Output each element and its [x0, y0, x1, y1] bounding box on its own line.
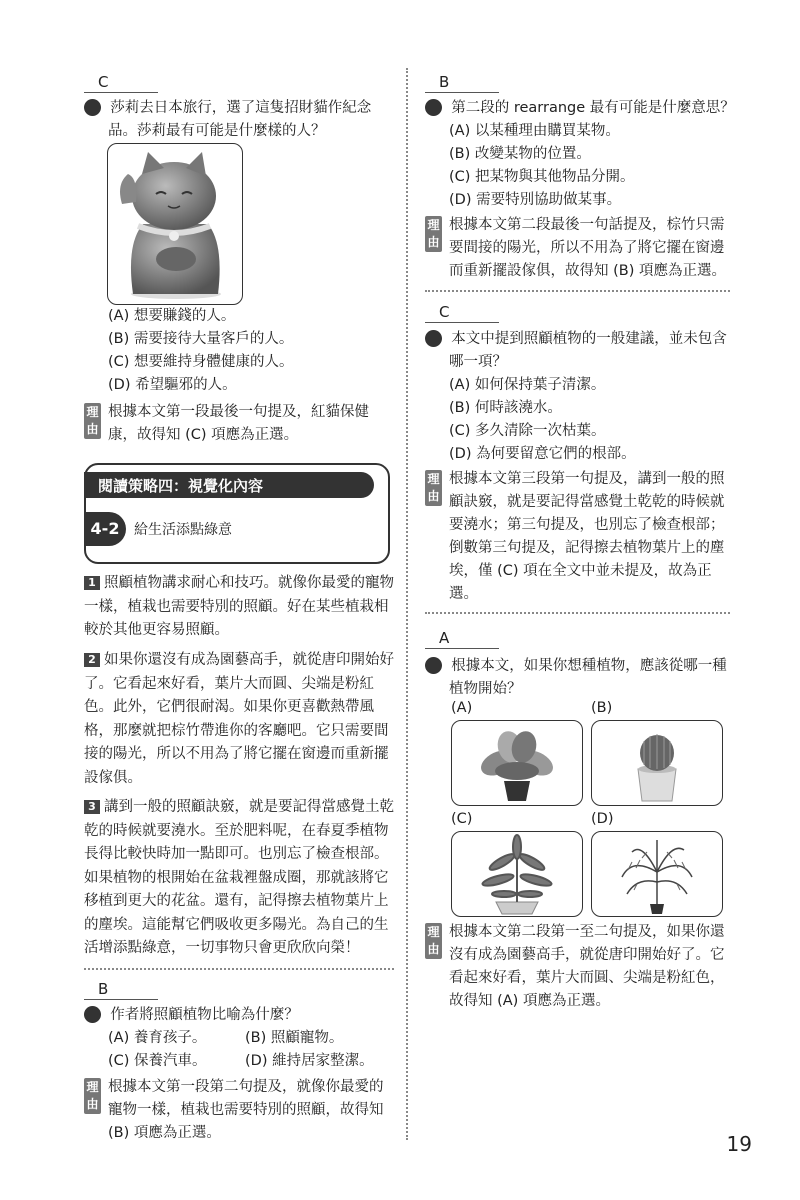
lucky-cat-photo — [107, 143, 243, 305]
reason-text: 根據本文第一段最後一句提及，紅貓保健康，故得知 (C) 項應為正選。 — [108, 404, 369, 443]
reason-block — [84, 1076, 394, 1145]
reason-badge: 理由 — [84, 1078, 101, 1114]
question-number-badge: 2 — [425, 99, 442, 116]
strategy-title-bar — [84, 472, 374, 498]
reason-block — [425, 468, 735, 606]
paragraph-number: 1 — [84, 576, 100, 590]
reason-block — [84, 401, 394, 447]
answer-label: B — [425, 72, 499, 93]
palm-plant-image — [592, 832, 722, 916]
paragraph-number: 2 — [84, 653, 100, 667]
succulent-image — [452, 721, 582, 805]
option-d: (D) 為何要留意它們的根部。 — [449, 446, 636, 462]
reason-text: 根據本文第二段第一至二句提及，如果你還沒有成為園藝高手，就從唐印開始好了。它看起來好看，葉片大而圓、尖端是粉紅色，故得知 (A) 項應為正選。 — [449, 924, 725, 1009]
leafy-plant-image — [452, 832, 582, 916]
lucky-cat-image — [108, 144, 242, 304]
column-divider — [406, 68, 408, 1140]
option-a: (A) 養育孩子。 — [108, 1030, 207, 1046]
page-number: 19 — [726, 1132, 752, 1156]
question-1 — [76, 1004, 394, 1027]
option-c: (C) 想要維持身體健康的人。 — [108, 354, 294, 370]
question-3-right — [417, 328, 735, 466]
option-d: (D) 希望驅邪的人。 — [108, 377, 237, 393]
reason-badge: 理由 — [425, 923, 442, 959]
question-stem: 本文中提到照顧植物的一般建議，並未包含哪一項？ — [449, 331, 727, 370]
reason-badge: 理由 — [425, 470, 442, 506]
dotted-separator — [425, 612, 730, 614]
question-4 — [417, 655, 735, 701]
paragraph-text: 如果你還沒有成為園藝高手，就從唐印開始好了。它看起來好看，葉片大而圓、尖端是粉紅色。此外，它們很耐渴。如果你更喜歡熱帶風格，那麼就把棕竹帶進你的客廳吧。它只需要間接的陽光，所以不用為了將它擺在窗邊而重新擺設傢俱。 — [84, 652, 394, 786]
answer-label: A — [425, 628, 499, 649]
question-stem: 根據本文，如果你想種植物，應該從哪一種植物開始？ — [449, 658, 727, 697]
plant-photo-c[interactable] — [451, 831, 583, 917]
choice-label-c: (C) — [451, 811, 473, 827]
dotted-separator — [84, 968, 394, 970]
paragraph-text: 照顧植物講求耐心和技巧。就像你最愛的寵物一樣，植栽也需要特別的照顧。好在某些植栽相較於其他更容易照顧。 — [84, 575, 394, 638]
question-stem: 作者將照顧植物比喻為什麼？ — [110, 1007, 299, 1023]
question-2 — [417, 97, 735, 212]
option-b: (B) 需要接待大量客戶的人。 — [108, 331, 294, 347]
option-b: (B) 改變某物的位置。 — [449, 146, 591, 162]
paragraph-2 — [84, 649, 394, 790]
reason-badge: 理由 — [425, 216, 442, 252]
plant-photo-b[interactable] — [591, 720, 723, 806]
paragraph-3 — [84, 796, 394, 961]
strategy-tag: 4-2 — [84, 512, 126, 546]
question-stem: 莎莉去日本旅行，選了這隻招財貓作紀念品。莎莉最有可能是什麼樣的人？ — [108, 100, 372, 139]
question-number-badge: 4 — [425, 657, 442, 674]
dotted-separator — [425, 290, 730, 292]
question-number-badge: 1 — [84, 1006, 101, 1023]
plant-photo-a[interactable] — [451, 720, 583, 806]
option-c: (C) 多久清除一次枯葉。 — [449, 423, 606, 439]
option-a: (A) 以某種理由購買某物。 — [449, 123, 620, 139]
question-3-left — [76, 97, 394, 143]
option-b: (B) 照顧寵物。 — [245, 1030, 344, 1046]
plant-photo-d[interactable] — [591, 831, 723, 917]
paragraph-text: 講到一般的照顧訣竅，就是要記得當感覺土乾乾的時候就要澆水。至於肥料呢，在春夏季植物長得比較快時加一點即可。也別忘了檢查根部。如果植物的根開始在盆栽裡盤成圈，那就該將它移植到更大的花盆。還有，記得擦去植物葉片上的塵埃。這能幫它們吸收更多陽光。為自己的生活增添點綠意，一切事物只會更欣欣向榮！ — [84, 799, 394, 956]
reason-text: 根據本文第一段第二句提及，就像你最愛的寵物一樣，植栽也需要特別的照顧，故得知 (B) 項應為正選。 — [108, 1079, 384, 1141]
strategy-title: 閱讀策略四：視覺化內容 — [98, 477, 264, 495]
option-a: (A) 想要賺錢的人。 — [108, 308, 236, 324]
question-3-left-options — [84, 305, 394, 397]
paragraph-1 — [84, 572, 394, 643]
choice-label-a: (A) — [451, 700, 473, 716]
question-stem: 第二段的 rearrange 最有可能是什麼意思？ — [451, 100, 735, 116]
cactus-image — [592, 721, 722, 805]
choice-label-d: (D) — [591, 811, 614, 827]
reason-block — [425, 214, 735, 283]
answer-label: B — [84, 979, 158, 1000]
option-a: (A) 如何保持葉子清潔。 — [449, 377, 606, 393]
option-b: (B) 何時該澆水。 — [449, 400, 562, 416]
answer-label: C — [425, 302, 499, 323]
question-number-badge: 3 — [84, 99, 101, 116]
reason-text: 根據本文第二段最後一句話提及，棕竹只需要間接的陽光，所以不用為了將它擺在窗邊而重新擺設傢俱，故得知 (B) 項應為正選。 — [449, 217, 726, 279]
strategy-subtitle: 給生活添點綠意 — [134, 522, 232, 538]
option-d: (D) 維持居家整潔。 — [245, 1053, 374, 1069]
option-d: (D) 需要特別協助做某事。 — [449, 192, 622, 208]
option-c: (C) 把某物與其他物品分開。 — [449, 169, 635, 185]
option-c: (C) 保養汽車。 — [108, 1053, 207, 1069]
paragraph-number: 3 — [84, 800, 100, 814]
choice-label-b: (B) — [591, 700, 613, 716]
reason-badge: 理由 — [84, 403, 101, 439]
reason-text: 根據本文第三段第一句提及，講到一般的照顧訣竅，就是要記得當感覺土乾乾的時候就要澆水；第三句提及，也別忘了檢查根部；倒數第三句提及，記得擦去植物葉片上的塵埃，僅 (C) 項在全文中並未提及，故為正選。 — [449, 471, 725, 602]
question-number-badge: 3 — [425, 330, 442, 347]
reason-block — [425, 921, 735, 1013]
answer-label: C — [84, 72, 158, 93]
